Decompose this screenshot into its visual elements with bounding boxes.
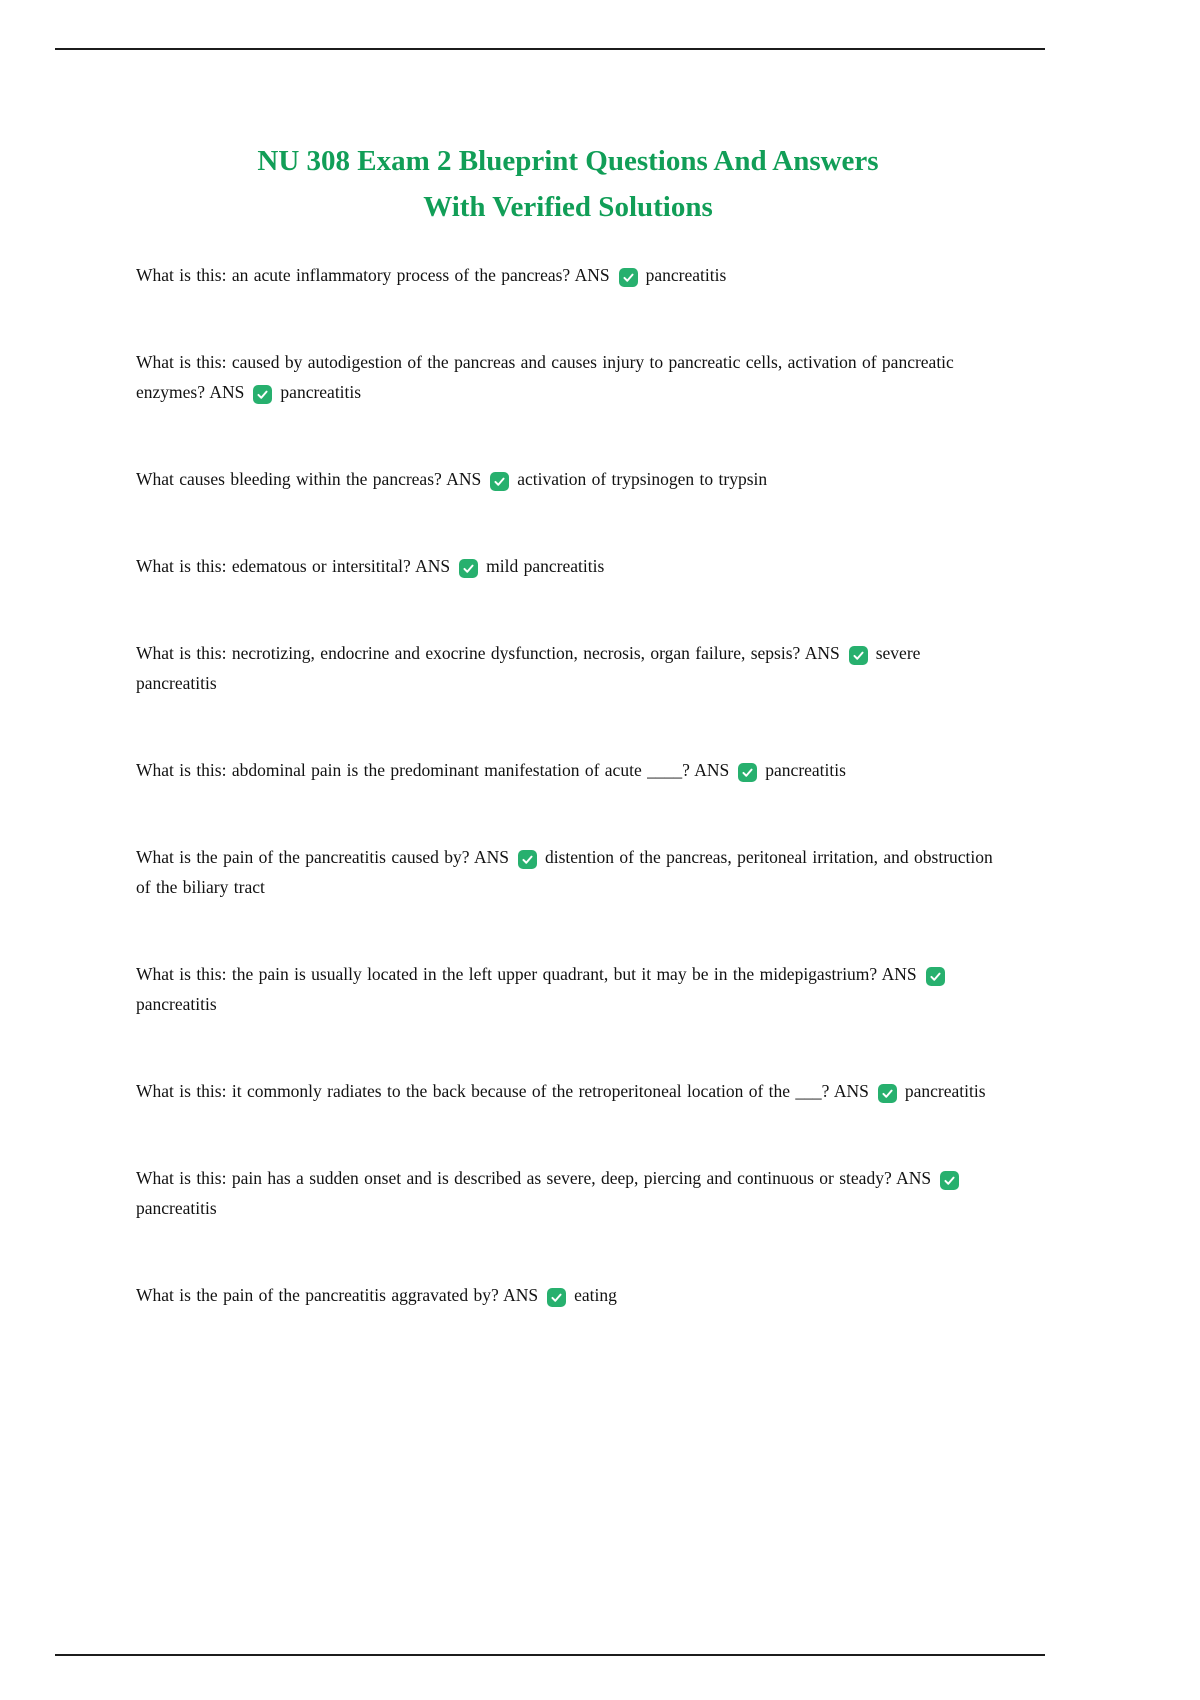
document-page xyxy=(136,138,1000,1367)
checkmark-icon xyxy=(940,1171,959,1190)
question-text: What is the pain of the pancreatitis caused by? ANS xyxy=(136,847,509,867)
qa-item xyxy=(136,1076,1000,1106)
answer-text: pancreatitis xyxy=(280,382,362,402)
question-text: What causes bleeding within the pancreas? ANS xyxy=(136,469,482,489)
qa-list xyxy=(136,260,1000,1310)
answer-text: mild pancreatitis xyxy=(486,556,605,576)
qa-item xyxy=(136,638,1000,698)
qa-item xyxy=(136,842,1000,902)
top-rule xyxy=(55,48,1045,50)
checkmark-icon xyxy=(547,1288,566,1307)
answer-text: pancreatitis xyxy=(765,760,846,780)
answer-text: pancreatitis xyxy=(136,994,217,1014)
checkmark-icon xyxy=(849,646,868,665)
qa-item xyxy=(136,464,1000,494)
qa-item xyxy=(136,551,1000,581)
checkmark-icon xyxy=(926,967,945,986)
page-title-line1: NU 308 Exam 2 Blueprint Questions And Answers xyxy=(257,145,879,177)
qa-item xyxy=(136,347,1000,407)
question-text: What is this: the pain is usually located in the left upper quadrant, but it may be in the midepigastrium? ANS xyxy=(136,964,917,984)
answer-text: severe pancreatitis xyxy=(136,643,921,693)
question-text: What is the pain of the pancreatitis aggravated by? ANS xyxy=(136,1285,539,1305)
checkmark-icon xyxy=(518,850,537,869)
answer-text: distention of the pancreas, peritoneal irritation, and obstruction of the biliary tract xyxy=(136,847,993,897)
bottom-rule xyxy=(55,1654,1045,1656)
question-text: What is this: pain has a sudden onset and is described as severe, deep, piercing and continuous or steady? ANS xyxy=(136,1168,932,1188)
question-text: What is this: necrotizing, endocrine and exocrine dysfunction, necrosis, organ failure, sepsis? ANS xyxy=(136,643,840,663)
checkmark-icon xyxy=(459,559,478,578)
checkmark-icon xyxy=(619,268,638,287)
checkmark-icon xyxy=(878,1084,897,1103)
qa-item xyxy=(136,755,1000,785)
answer-text: activation of trypsinogen to trypsin xyxy=(517,469,768,489)
answer-text: pancreatitis xyxy=(904,1081,986,1101)
answer-text: eating xyxy=(574,1285,617,1305)
qa-item xyxy=(136,1163,1000,1223)
checkmark-icon xyxy=(738,763,757,782)
question-text: What is this: abdominal pain is the predominant manifestation of acute ____? ANS xyxy=(136,760,730,780)
question-text: What is this: edematous or intersitital? ANS xyxy=(136,556,451,576)
answer-text: pancreatitis xyxy=(645,265,727,285)
qa-item xyxy=(136,959,1000,1019)
qa-item xyxy=(136,1280,1000,1310)
question-text: What is this: it commonly radiates to the back because of the retroperitoneal location of the ___? ANS xyxy=(136,1081,869,1101)
qa-item xyxy=(136,260,1000,290)
page-title-line2: With Verified Solutions xyxy=(423,191,713,223)
answer-text: pancreatitis xyxy=(136,1198,217,1218)
question-text: What is this: caused by autodigestion of the pancreas and causes injury to pancreatic cells, activation of pancreatic enzymes? ANS xyxy=(136,352,954,402)
question-text: What is this: an acute inflammatory process of the pancreas? ANS xyxy=(136,265,610,285)
page-title xyxy=(136,138,1000,230)
checkmark-icon xyxy=(490,472,509,491)
checkmark-icon xyxy=(253,385,272,404)
